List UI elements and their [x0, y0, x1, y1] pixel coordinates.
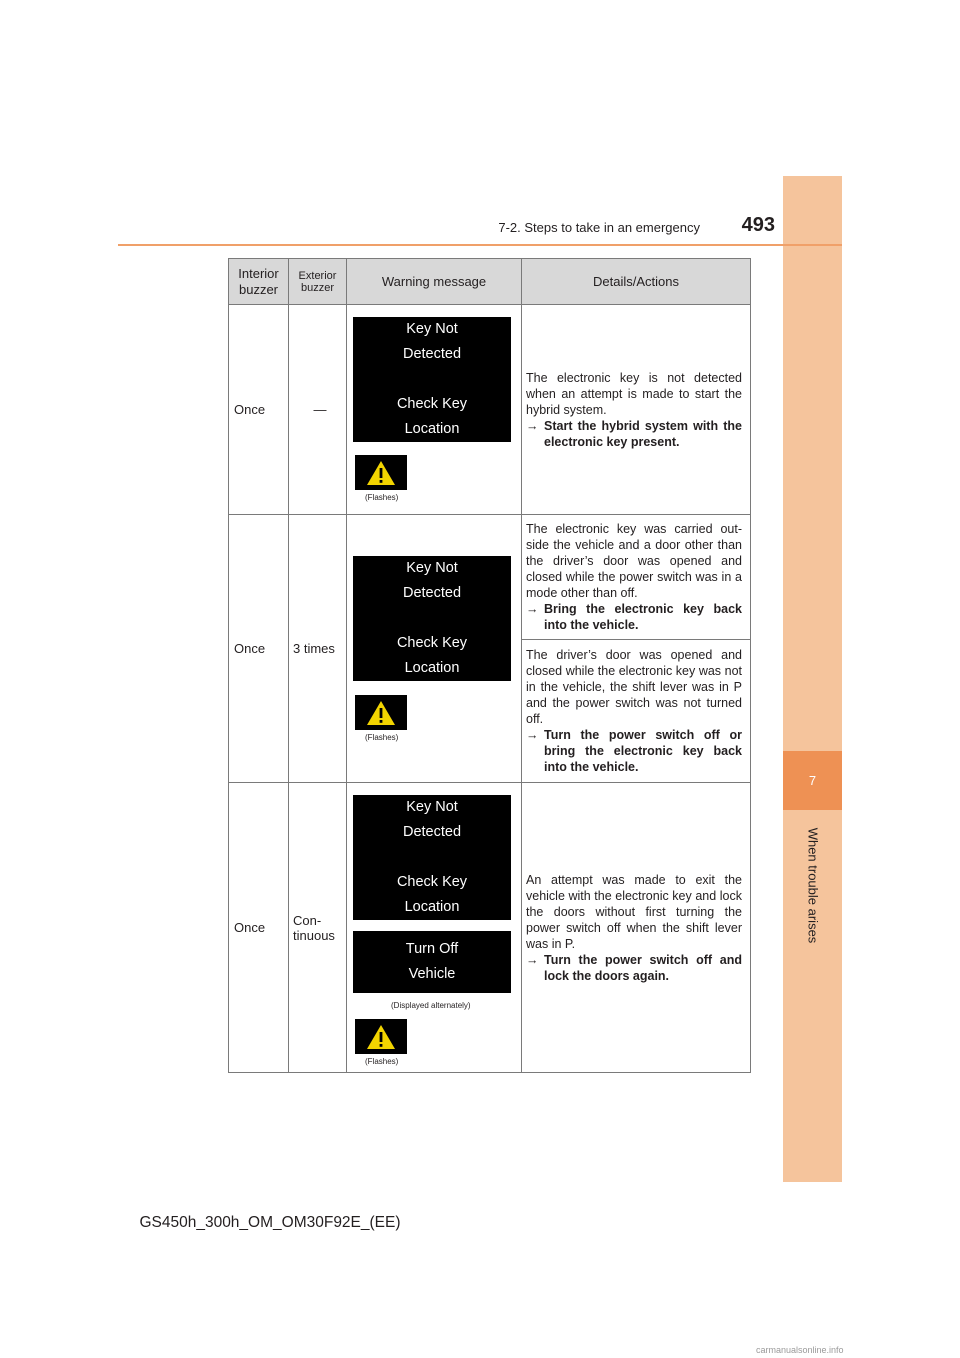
details-cell: The driver’s door was opened and closed while the electronic key was not in the vehicle, the shift lever was in P and the power switch was not turned off. → Turn the power switch off or bring the electronic key back into the vehicle.: [522, 640, 751, 783]
header-warning-message: Warning message: [347, 259, 522, 305]
arrow-icon: →: [526, 602, 539, 616]
chapter-side-tab: [783, 176, 842, 1182]
flashes-note: (Flashes): [365, 493, 399, 502]
flashes-note: (Flashes): [365, 1057, 399, 1066]
chapter-label-text: When trouble arises: [805, 827, 820, 944]
watermark: carmanualsonline.info: [756, 1345, 844, 1355]
header-interior-buzzer: Interior buzzer: [229, 259, 289, 305]
display-screen-alternate: Turn Off Vehicle: [353, 931, 511, 993]
warning-light-icon: [355, 1019, 407, 1054]
display-screen: Key Not Detected Check Key Location: [353, 556, 511, 681]
table-row: [229, 305, 751, 515]
arrow-icon: →: [526, 728, 539, 742]
warning-message-cell: [347, 305, 522, 515]
chapter-number: 7: [783, 751, 842, 810]
chapter-label: [783, 818, 842, 958]
arrow-icon: →: [526, 418, 539, 433]
interior-buzzer-cell: Once: [229, 515, 289, 783]
exterior-buzzer-cell: 3 times: [289, 515, 347, 783]
action-text: → Turn the power switch off or bring the electronic key back into the vehicle.: [526, 728, 742, 774]
display-screen: Key Not Detected Check Key Location: [353, 317, 511, 442]
details-cell: An attempt was made to exit the vehicle with the electronic key and lock the doors without first turning the power switch off when the shift lever was in P. → Turn the power switch off and lock the doors again.: [522, 783, 751, 1073]
display-screen: Key Not Detected Check Key Location: [353, 795, 511, 920]
warning-table: [228, 258, 751, 1073]
header-rule: [118, 244, 842, 246]
flashes-note: (Flashes): [365, 733, 399, 742]
action-text: → Bring the electronic key back into the vehicle.: [526, 602, 742, 632]
table-header-row: [229, 259, 751, 305]
action-text: → Start the hybrid system with the electronic key present.: [526, 418, 742, 449]
header-details-actions: Details/Actions: [522, 259, 751, 305]
exterior-buzzer-cell: Con- tinuous: [289, 783, 347, 1073]
header-exterior-buzzer: Exterior buzzer: [289, 259, 347, 305]
interior-buzzer-cell: Once: [229, 305, 289, 515]
manual-code: GS450h_300h_OM_OM30F92E_(EE): [139, 1214, 401, 1231]
warning-light-icon: [355, 455, 407, 490]
page-number: 493: [741, 214, 775, 236]
action-text: → Turn the power switch off and lock the doors again.: [526, 952, 742, 983]
arrow-icon: →: [526, 952, 539, 967]
exterior-buzzer-cell: —: [289, 305, 347, 515]
interior-buzzer-cell: Once: [229, 783, 289, 1073]
displayed-alternately-note: (Displayed alternately): [391, 1001, 471, 1010]
warning-light-icon: [355, 695, 407, 730]
section-title: 7-2. Steps to take in an emergency: [498, 220, 700, 235]
warning-message-cell: [347, 515, 522, 783]
details-cell: The electronic key was carried out-side the vehicle and a door other than the driver’s door was opened and closed while the power switch was in a mode other than off. → Bring the electronic key back into the vehicle.: [522, 515, 751, 640]
warning-message-cell: [347, 783, 522, 1073]
table-row: [229, 515, 751, 640]
details-cell: The electronic key is not detected when an attempt is made to start the hybrid system. → Start the hybrid system with the electronic key present.: [522, 305, 751, 515]
table-row: [229, 783, 751, 1073]
